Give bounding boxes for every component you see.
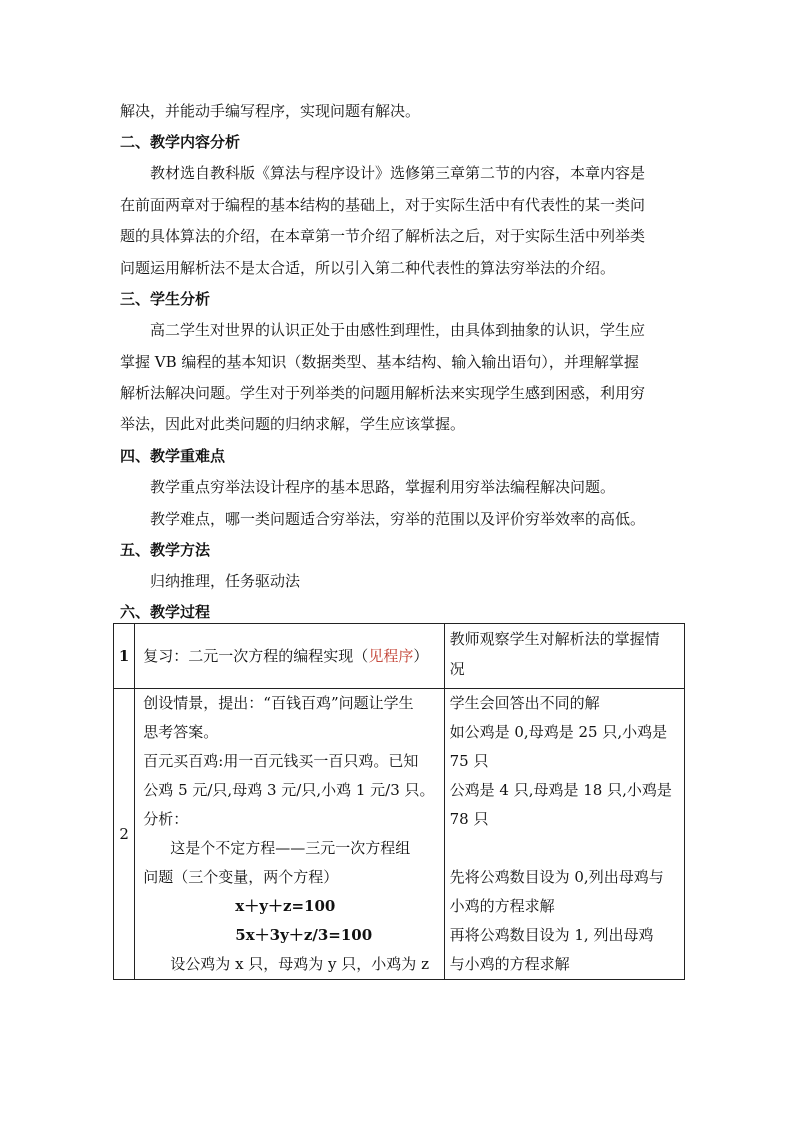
row-content-cell	[135, 624, 444, 689]
row-content-cell	[135, 689, 444, 980]
section-heading-student-analysis: 三、学生分析	[120, 290, 211, 308]
note-line: 78 只	[449, 810, 489, 828]
row-number: 1	[114, 624, 135, 689]
row-notes-cell	[444, 689, 684, 980]
note-line: 如公鸡是 0,母鸡是 25 只,小鸡是	[449, 723, 668, 741]
equation-2: 5x＋3y＋z/3=100	[235, 926, 373, 944]
content-line: 思考答案。	[143, 723, 219, 741]
paragraph-line: 教学重点穷举法设计程序的基本思路，掌握利用穷举法编程解决问题。	[150, 478, 616, 496]
note-line-empty	[445, 834, 684, 863]
paragraph-line: 归纳推理，任务驱动法	[150, 572, 301, 590]
content-line: 设公鸡为 x 只，母鸡为 y 只，小鸡为 z	[170, 955, 429, 973]
paragraph-line: 解析法解决问题。学生对于列举类的问题用解析法来实现学生感到困惑，利用穷	[120, 384, 646, 402]
paragraph-line: 在前面两章对于编程的基本结构的基础上，对于实际生活中有代表性的某一类问	[120, 196, 646, 214]
row-number: 2	[114, 689, 135, 980]
note-line: 与小鸡的方程求解	[449, 955, 570, 973]
note-line: 公鸡是 4 只,母鸡是 18 只,小鸡是	[449, 781, 672, 799]
note-line: 75 只	[449, 752, 489, 770]
review-text: 复习：二元一次方程的编程实现（见程序）	[143, 647, 429, 665]
equation-1: x＋y＋z=100	[235, 897, 336, 915]
content-line: 问题（三个变量，两个方程）	[143, 868, 339, 886]
paragraph-line: 举法，因此对此类问题的归纳求解，学生应该掌握。	[120, 415, 466, 433]
table-row	[114, 689, 685, 980]
note-line: 教师观察学生对解析法的掌握情	[449, 630, 660, 648]
section-heading-teaching-method: 五、教学方法	[120, 541, 211, 559]
note-line: 学生会回答出不同的解	[449, 694, 600, 712]
section-heading-content-analysis: 二、教学内容分析	[120, 133, 241, 151]
paragraph-line: 教材选自教科版《算法与程序设计》选修第三章第二节的内容，本章内容是	[150, 164, 646, 182]
paragraph-line: 问题运用解析法不是太合适，所以引入第二种代表性的算法穷举法的介绍。	[120, 259, 616, 277]
note-line: 先将公鸡数目设为 0,列出母鸡与	[449, 868, 664, 886]
content-line: 百元买百鸡:用一百元钱买一百只鸡。已知	[143, 752, 419, 770]
table-row	[114, 624, 685, 689]
intro-line: 解决，并能动手编写程序，实现问题有解决。	[120, 102, 421, 120]
content-line: 创设情景，提出：“百钱百鸡”问题让学生	[143, 694, 414, 712]
content-line: 分析：	[143, 810, 189, 828]
see-program-link[interactable]: 见程序	[368, 647, 414, 665]
paragraph-line: 掌握 VB 编程的基本知识（数据类型、基本结构、输入输出语句），并理解掌握	[120, 353, 639, 371]
note-line: 小鸡的方程求解	[449, 897, 555, 915]
row-notes-cell	[444, 624, 684, 689]
note-line: 况	[449, 660, 465, 678]
paragraph-line: 高二学生对世界的认识正处于由感性到理性，由具体到抽象的认识，学生应	[150, 321, 646, 339]
paragraph-line: 题的具体算法的介绍，在本章第一节介绍了解析法之后，对于实际生活中列举类	[120, 227, 646, 245]
section-heading-teaching-process: 六、教学过程	[120, 603, 211, 621]
section-heading-key-points: 四、教学重难点	[120, 447, 226, 465]
teaching-process-table	[113, 623, 685, 980]
content-line: 这是个不定方程——三元一次方程组	[170, 839, 411, 857]
note-line: 再将公鸡数目设为 1, 列出母鸡	[449, 926, 654, 944]
content-line: 公鸡 5 元/只,母鸡 3 元/只,小鸡 1 元/3 只。	[143, 781, 435, 799]
paragraph-line: 教学难点，哪一类问题适合穷举法，穷举的范围以及评价穷举效率的高低。	[150, 510, 646, 528]
